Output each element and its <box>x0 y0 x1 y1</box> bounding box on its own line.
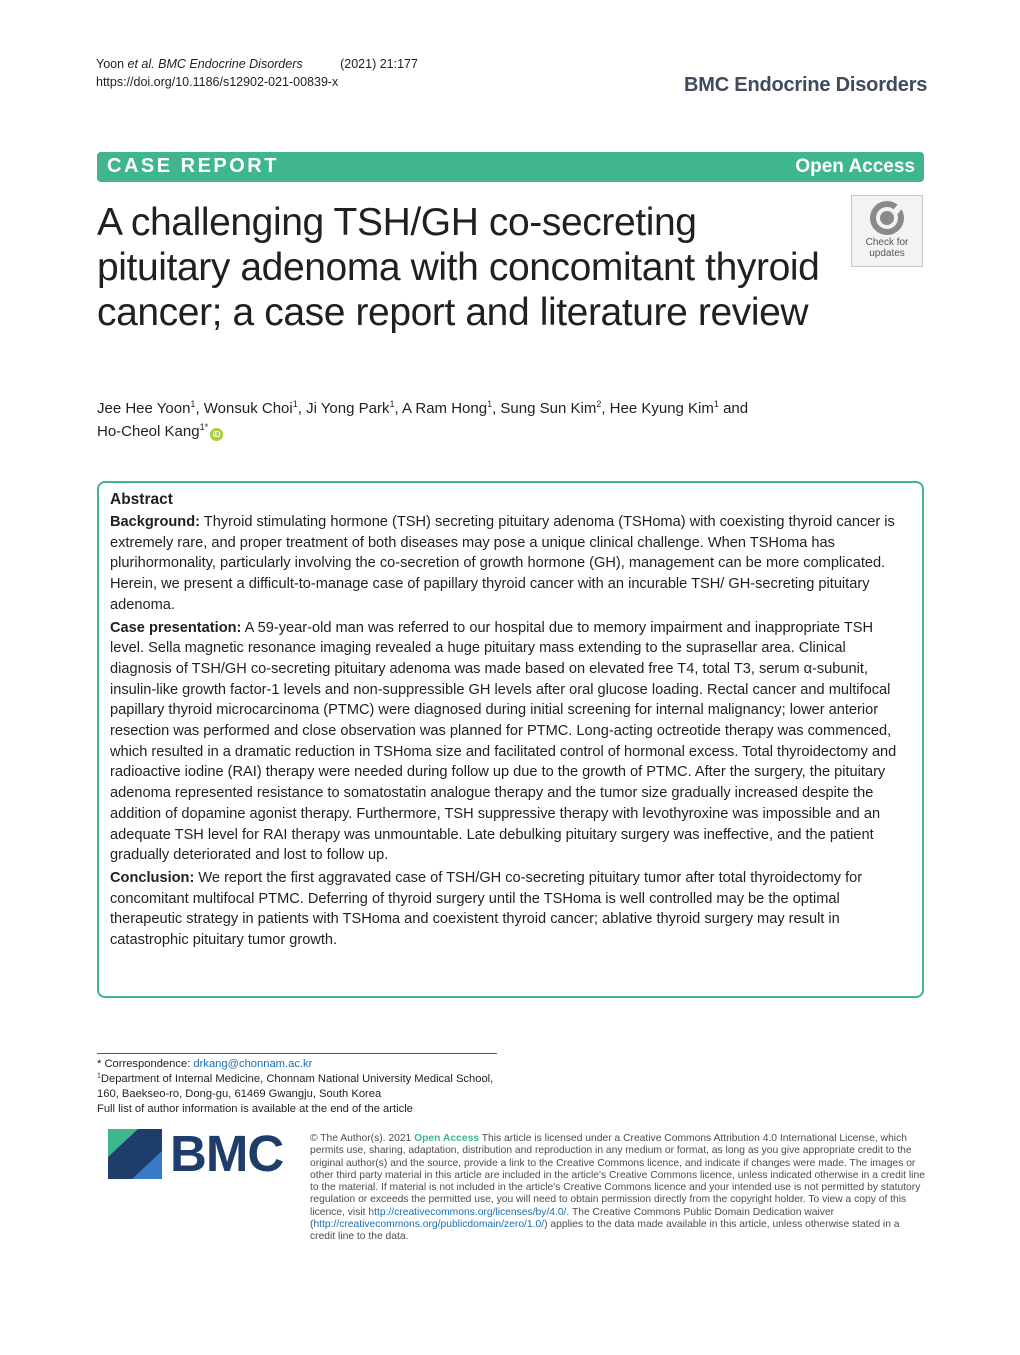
author-name: Sung Sun Kim <box>500 400 597 417</box>
case-text: A 59-year-old man was referred to our hospital due to memory impairment and inappropriate TSH level. Sella magnetic resonance imaging revealed a huge pituitary mass extending to the suprasellar area. Clinical diagnosis of TSH/GH co-secreting pituitary adenoma was made based on elevated free T4, total T3, serum α-subunit, insulin-like growth factor-1 levels and non-suppressible GH levels after oral glucose loading. Rectal cancer and multifocal papillary thyroid microcarcinoma (PTMC) were diagnosed during initial screening for internal malignancy; lower anterior resection was performed and close observation was planned for PTMC. Long-acting octreotide therapy was commenced, which resulted in a dramatic reduction in TSHoma size and facilitated control of hormonal excess. Total thyroidectomy and radioactive iodine (RAI) therapy were needed during follow up due to the growth of PTMC. After the surgery, the pituitary adenoma represented resistance to somatostatin analogue therapy and the tumor size gradually increased despite the addition of dopamine agonist therapy. Furthermore, TSH suppressive therapy with levothyroxine was impossible and an adequate TSH level for RAI therapy was unmountable. Late debulking pituitary surgery was ineffective, and the patient gradually deteriorated and lost to follow up. <box>110 619 897 864</box>
correspondence-line <box>97 1057 517 1072</box>
author-affil: 1* <box>199 422 209 432</box>
affiliation-text: Department of Internal Medicine, Chonnam National University Medical School, 160, Baekseo-ro, Dong-gu, 61469 Gwangju, South Korea <box>97 1073 494 1100</box>
abstract-heading: Abstract <box>110 491 173 508</box>
abstract-box <box>97 481 924 998</box>
affiliation-line <box>97 1072 517 1102</box>
footnote-divider <box>97 1053 497 1054</box>
license-body-3: ) applies to the data made available in this article, unless otherwise stated in a credit line to the data. <box>310 1219 900 1243</box>
case-label: Case presentation: <box>110 619 242 636</box>
author-name: Jee Hee Yoon <box>97 400 191 417</box>
bmc-logo-text: BMC <box>170 1125 284 1182</box>
journal-title: BMC Endocrine Disorders <box>684 74 928 96</box>
author-name: Ho-Cheol Kang <box>97 423 200 440</box>
bmc-logo-mark-icon <box>108 1129 162 1179</box>
citation-authors: Yoon <box>96 57 125 71</box>
check-updates-line2: updates <box>869 248 905 259</box>
conclusion-label: Conclusion: <box>110 869 195 886</box>
author-name: Hee Kyung Kim <box>609 400 714 417</box>
author-affil: 1 <box>389 399 395 409</box>
author-affil: 2 <box>596 399 602 409</box>
check-for-updates-badge[interactable] <box>851 195 923 267</box>
article-type-label: CASE REPORT <box>107 155 279 177</box>
license-text <box>310 1133 925 1244</box>
correspondence-email[interactable]: drkang@chonnam.ac.kr <box>193 1058 313 1070</box>
license-prefix: © The Author(s). 2021 <box>310 1133 412 1144</box>
orcid-icon[interactable]: iD <box>210 428 223 441</box>
affiliation-sup: 1 <box>97 1072 101 1080</box>
open-access-label: Open Access <box>795 156 915 177</box>
abstract-background <box>110 512 910 616</box>
citation-journal: BMC Endocrine Disorders <box>158 57 303 71</box>
author-name: Ji Yong Park <box>306 400 390 417</box>
correspondence-label: * Correspondence: <box>97 1058 191 1070</box>
check-updates-icon <box>867 199 907 237</box>
citation-line <box>96 55 418 73</box>
license-link-cc-by[interactable]: http://creativecommons.org/licenses/by/4.0/ <box>368 1206 567 1218</box>
citation-et-al: et al. <box>127 57 155 71</box>
citation-year-volume: (2021) 21:177 <box>340 57 418 71</box>
license-body-1: This article is licensed under a Creative Commons Attribution 4.0 International License, which permits use, sharing, adaptation, distribution and reproduction in any medium or format, as long as you give appropriate credit to the original author(s) and the source, provide a link to the Creative Commons licence, and indicate if changes were made. The images or other third party material in this article are included in the article's Creative Commons licence, unless indicated otherwise in a credit line to the material. If material is not included in the article's Creative Commons licence and your intended use is not permitted by statutory regulation or exceeds the permitted use, you will need to obtain permission directly from the copyright holder. To view a copy of this licence, visit <box>310 1133 925 1218</box>
background-text: Thyroid stimulating hormone (TSH) secreting pituitary adenoma (TSHoma) with coexisting thyroid cancer is extremely rare, and proper treatment of both diseases may pose a unique clinical challenge. When TSHoma has plurihormonality, particularly involving the co-secretion of growth hormone (GH), management can be more complicated. Herein, we present a difficult-to-manage case of papillary thyroid cancer with an incurable TSH/ GH-secreting pituitary adenoma. <box>110 514 895 613</box>
author-affil: 1 <box>292 399 298 409</box>
full-author-info: Full list of author information is available at the end of the article <box>97 1103 413 1115</box>
abstract-conclusion <box>110 868 910 951</box>
author-name: Wonsuk Choi <box>203 400 293 417</box>
footnote <box>97 1057 517 1117</box>
conclusion-text: We report the first aggravated case of TSH/GH co-secreting pituitary tumor after total thyroidectomy for concomitant multifocal PTMC. Deferring of thyroid surgery until the TSHoma is well controlled may be the optimal therapeutic strategy in patients with TSHoma and coexistent thyroid cancer; ablative thyroid surgery may result in catastrophic pituitary tumor growth. <box>110 869 863 949</box>
check-updates-line1: Check for <box>865 237 909 248</box>
author-list: Jee Hee Yoon$^1$, Wonsuk Choi$^1$, Ji Yong Park$^1$, A Ram Hong$^1$, Sung Sun Kim$^2$, Hee Kyung Kim$^1$ and Ho-Cheol Kang$^{1*}$iD <box>97 399 749 440</box>
article-type-banner <box>97 152 924 182</box>
license-open-access: Open Access <box>414 1133 480 1144</box>
background-label: Background: <box>110 514 200 530</box>
license-link-cc0[interactable]: http://creativecommons.org/publicdomain/zero/1.0/ <box>313 1219 545 1231</box>
authors-and: and <box>723 400 749 417</box>
license-body-2: . The Creative Commons Public Domain Dedication waiver ( <box>310 1206 835 1231</box>
bmc-logo <box>108 1125 290 1182</box>
author-affil: 1 <box>713 399 719 409</box>
author-affil: 1 <box>487 399 493 409</box>
author-affil: 1 <box>190 399 196 409</box>
abstract-case <box>110 618 910 866</box>
doi-link[interactable]: https://doi.org/10.1186/s12902-021-00839-x <box>96 75 339 89</box>
author-name: A Ram Hong <box>402 400 488 417</box>
citation-block <box>96 55 418 91</box>
article-title: A challenging TSH/GH co-secreting pituitary adenoma with concomitant thyroid cancer; a case report and literature review <box>97 201 820 334</box>
